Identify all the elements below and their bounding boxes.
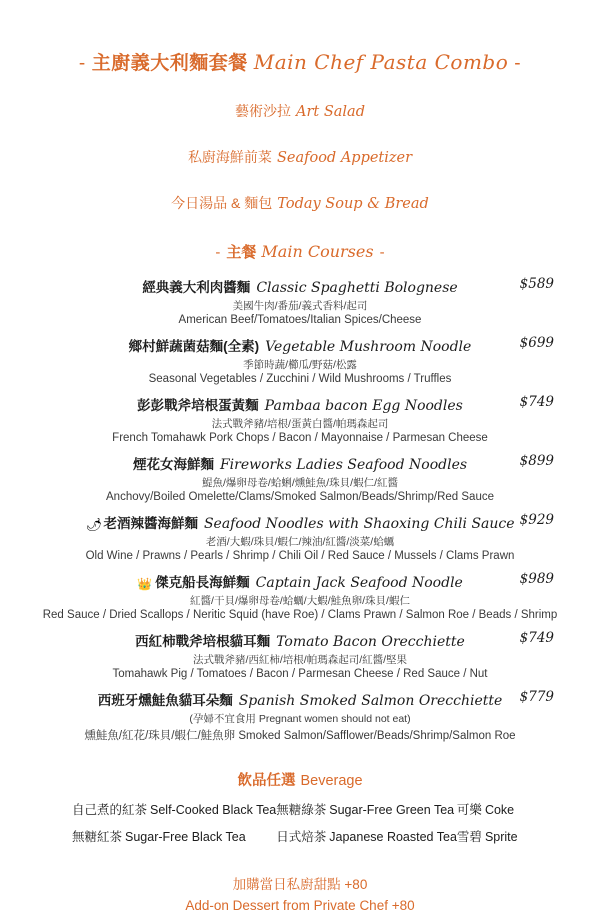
menu-item-ingredients-en: Seasonal Vegetables / Zucchini / Wild Mushrooms / Truffles <box>148 373 452 385</box>
menu-item-name-zh: 傑克船長海鮮麵 <box>155 575 250 590</box>
beverage-item-zh: 無糖綠茶 <box>276 803 327 817</box>
menu-item-ingredients-zh: 紅醬/干貝/爆卵母卷/蛤蠣/大蝦/鮭魚卵/珠貝/蝦仁 <box>190 595 410 607</box>
menu-item-title-row <box>32 276 568 296</box>
menu-item-name-en: Seafood Noodles with Shaoxing Chili Sauce <box>203 516 515 532</box>
menu-item-ingredients-en: Tomahawk Pig / Tomatoes / Bacon / Parmesan Cheese / Red Sauce / Nut <box>112 668 488 680</box>
addon-note-zh: 加購當日私廚甜點 +80 <box>232 877 368 892</box>
menu-item[interactable] <box>18 630 582 680</box>
menu-item-name-en: Spanish Smoked Salmon Orecchiette <box>238 693 503 709</box>
menu-item-price: $989 <box>519 571 554 587</box>
menu-item-name-en: Fireworks Ladies Seafood Noodles <box>219 457 468 473</box>
menu-item-title-row <box>32 453 568 473</box>
beverage-item[interactable] <box>72 800 276 818</box>
menu-item[interactable] <box>18 276 582 326</box>
addon-note <box>18 875 582 917</box>
menu-item-price: $899 <box>519 453 554 469</box>
menu-item-price: $749 <box>519 630 554 646</box>
menu-item-title-row <box>32 630 568 650</box>
title-dash-left: - <box>78 53 86 74</box>
menu-item-ingredients-en: 燻鮭魚/紅花/珠貝/蝦仁/鮭魚卵 Smoked Salmon/Safflower/Beads/Shrimp/Salmon Roe <box>84 730 516 742</box>
menu-item[interactable] <box>18 689 582 743</box>
beverage-heading-zh: 飲品任選 <box>237 773 296 789</box>
crown-icon: 👑 <box>137 577 153 591</box>
beverage-item-zh: 自己煮的紅茶 <box>72 803 148 817</box>
beverage-item-en: Sprite <box>484 830 518 844</box>
menu-item-price: $779 <box>519 689 554 705</box>
menu-item-ingredients-zh: 法式戰斧豬/西紅柿/培根/帕瑪森起司/紅醬/堅果 <box>192 654 408 666</box>
menu-item-name-en: Captain Jack Seafood Noodle <box>255 575 463 591</box>
course-appetizer <box>18 147 582 167</box>
menu-item-name-zh: 老酒辣醬海鮮麵 <box>103 516 198 531</box>
beverage-item-zh: 日式焙茶 <box>276 830 327 844</box>
menu-item-title-row <box>32 512 568 532</box>
menu-item-name <box>133 453 467 473</box>
beverage-item-zh: 雪碧 <box>456 830 482 844</box>
menu-item-name <box>142 276 457 296</box>
course-appetizer-zh: 私廚海鮮前菜 <box>187 149 272 165</box>
menu-item[interactable] <box>18 453 582 503</box>
main-dash-left: - <box>215 244 221 261</box>
beverage-item[interactable] <box>72 827 276 845</box>
menu-item-name-en: Pambaa bacon Egg Noodles <box>264 398 463 414</box>
beverage-item-en: Coke <box>484 803 515 817</box>
beverage-item[interactable] <box>276 827 457 845</box>
menu-item-price: $589 <box>519 276 554 292</box>
beverage-item-en: Japanese Roasted Tea <box>329 830 457 844</box>
menu-item[interactable] <box>18 394 582 444</box>
menu-item-ingredients-en: American Beef/Tomatoes/Italian Spices/Cheese <box>178 314 422 326</box>
menu-item-name <box>135 630 465 650</box>
course-salad-en: Art Salad <box>296 104 365 120</box>
course-soup-zh: 今日湯品 & 麵包 <box>171 195 273 211</box>
menu-item-name-en: Classic Spaghetti Bolognese <box>256 280 458 296</box>
menu-item-name-zh: 彭彭戰斧培根蛋黃麵 <box>137 398 259 413</box>
beverage-item[interactable] <box>457 800 518 818</box>
menu-item-ingredients-en: Red Sauce / Dried Scallops / Neritic Squid (have Roe) / Clams Prawn / Salmon Roe / Beads / Shrimp <box>42 609 558 621</box>
course-soup-en: Today Soup & Bread <box>277 196 429 212</box>
menu-item-price: $929 <box>519 512 554 528</box>
addon-note-en: Add-on Dessert from Private Chef +80 <box>185 897 415 913</box>
menu-item-name <box>137 394 463 414</box>
menu-item-ingredients-zh: 老酒/大蝦/珠貝/蝦仁/辣油/紅醬/淡菜/蛤蠣 <box>205 536 395 548</box>
menu-item-name <box>129 335 472 355</box>
beverage-list <box>18 800 582 845</box>
menu-item[interactable] <box>18 571 582 621</box>
menu-item-name-en: Vegetable Mushroom Noodle <box>265 339 472 355</box>
main-dash-right: - <box>379 244 385 261</box>
menu-item-title-row <box>32 571 568 591</box>
beverage-item[interactable] <box>457 827 518 845</box>
menu-item-name-en: Tomato Bacon Orecchiette <box>276 634 465 650</box>
course-salad-zh: 藝術沙拉 <box>235 103 291 119</box>
menu-item-ingredients-en: French Tomahawk Pork Chops / Bacon / Mayonnaise / Parmesan Cheese <box>112 432 488 444</box>
menu-item-name <box>98 689 503 709</box>
beverage-item-en: Self-Cooked Black Tea <box>150 803 277 817</box>
beverage-item-zh: 無糖紅茶 <box>72 830 123 844</box>
menu-item-name-zh: 經典義大利肉醬麵 <box>142 280 251 295</box>
main-courses-heading <box>18 241 582 262</box>
beverage-heading-en: Beverage <box>300 773 363 789</box>
main-courses-en: Main Courses <box>261 242 374 261</box>
menu-item-name <box>103 512 514 532</box>
beverage-item-en: Sugar-Free Black Tea <box>125 830 246 844</box>
chili-pepper-icon: 🌶 <box>85 517 102 532</box>
menu-item-ingredients-en: Anchovy/Boiled Omelette/Clams/Smoked Salmon/Beads/Shrimp/Red Sauce <box>106 491 494 503</box>
menu-item[interactable] <box>18 512 582 562</box>
beverage-item-zh: 可樂 <box>456 803 482 817</box>
menu-item[interactable] <box>18 335 582 385</box>
menu-item-title-row <box>32 689 568 709</box>
page-title <box>18 48 582 75</box>
menu-item-price: $699 <box>519 335 554 351</box>
menu-item-name-zh: 煙花女海鮮麵 <box>132 457 214 472</box>
course-soup-bread <box>18 193 582 213</box>
menu-item-title-row <box>32 394 568 414</box>
menu-item-title-row <box>32 335 568 355</box>
course-appetizer-en: Seafood Appetizer <box>276 150 413 166</box>
beverage-heading <box>18 769 582 790</box>
menu-item-ingredients-en: Old Wine / Prawns / Pearls / Shrimp / Chili Oil / Red Sauce / Mussels / Clams Prawn <box>85 550 515 562</box>
menu-item-name-zh: 西紅柿戰斧培根貓耳麵 <box>135 634 271 649</box>
title-en: Main Chef Pasta Combo <box>253 50 509 74</box>
menu-item-name <box>155 571 463 591</box>
menu-item-name-zh: 鄉村鮮蔬菌菇麵(全素) <box>128 339 260 354</box>
menu-item-warning: (孕婦不宜食用 Pregnant women should not eat) <box>189 713 411 725</box>
main-courses-zh: 主餐 <box>226 244 257 261</box>
course-salad <box>18 101 582 121</box>
menu-item-ingredients-zh: 美國牛肉/番茄/義式香料/起司 <box>232 300 368 312</box>
beverage-item[interactable] <box>276 800 457 818</box>
title-dash-right: - <box>514 53 522 74</box>
menu-item-price: $749 <box>519 394 554 410</box>
beverage-item-en: Sugar-Free Green Tea <box>329 803 455 817</box>
menu-item-ingredients-zh: 鯷魚/爆卵母卷/蛤蜊/燻鮭魚/珠貝/蝦仁/紅醬 <box>201 477 398 489</box>
title-zh: 主廚義大利麵套餐 <box>91 53 248 74</box>
menu-item-ingredients-zh: 季節時蔬/櫛瓜/野菇/松露 <box>243 359 357 371</box>
menu-item-name-zh: 西班牙燻鮭魚貓耳朵麵 <box>97 693 233 708</box>
menu-item-ingredients-zh: 法式戰斧豬/培根/蛋黃白醬/帕瑪森起司 <box>211 418 389 430</box>
